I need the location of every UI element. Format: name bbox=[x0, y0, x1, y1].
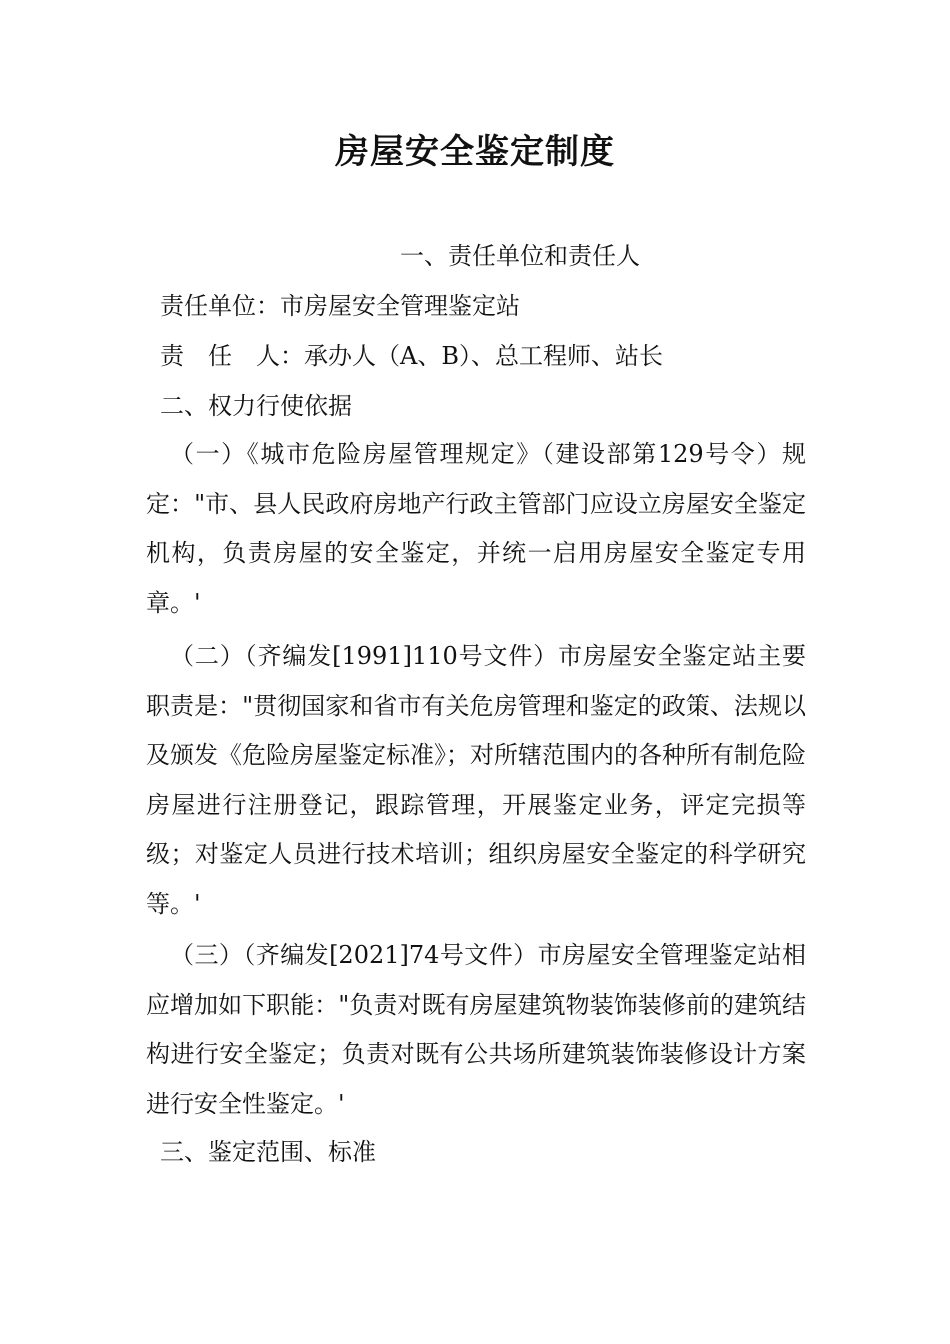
section-heading-1: 一、责任单位和责任人 bbox=[400, 242, 640, 270]
paragraph-2: （二）（齐编发[1991]110号文件）市房屋安全鉴定站主要职责是："贯彻国家和省市有关危房管理和鉴定的政策、法规以及颁发《危险房屋鉴定标准》；对所辖范围内的各种所有制危险房屋进行注册登记，跟踪管理，开展鉴定业务，评定完损等级；对鉴定人员进行技术培训；组织房屋安全鉴定的科学研究等。' bbox=[146, 642, 806, 918]
section-heading-3: 三、鉴定范围、标准 bbox=[160, 1138, 376, 1166]
paragraph-1: （一）《城市危险房屋管理规定》（建设部第129号令）规定："市、县人民政府房地产行政主管部门应设立房屋安全鉴定机构，负责房屋的安全鉴定，并统一启用房屋安全鉴定专用章。' bbox=[146, 440, 806, 617]
section-heading-2: 二、权力行使依据 bbox=[160, 392, 352, 420]
responsible-person-line: 责 任 人：承办人（A、B）、总工程师、站长 bbox=[160, 342, 663, 370]
responsible-unit-line: 责任单位：市房屋安全管理鉴定站 bbox=[160, 292, 520, 320]
paragraph-3: （三）（齐编发[2021]74号文件）市房屋安全管理鉴定站相应增加如下职能："负责对既有房屋建筑物装饰装修前的建筑结构进行安全鉴定；负责对既有公共场所建筑装饰装修设计方案进行安全性鉴定。' bbox=[146, 941, 806, 1118]
document-title: 房屋安全鉴定制度 bbox=[335, 132, 615, 172]
